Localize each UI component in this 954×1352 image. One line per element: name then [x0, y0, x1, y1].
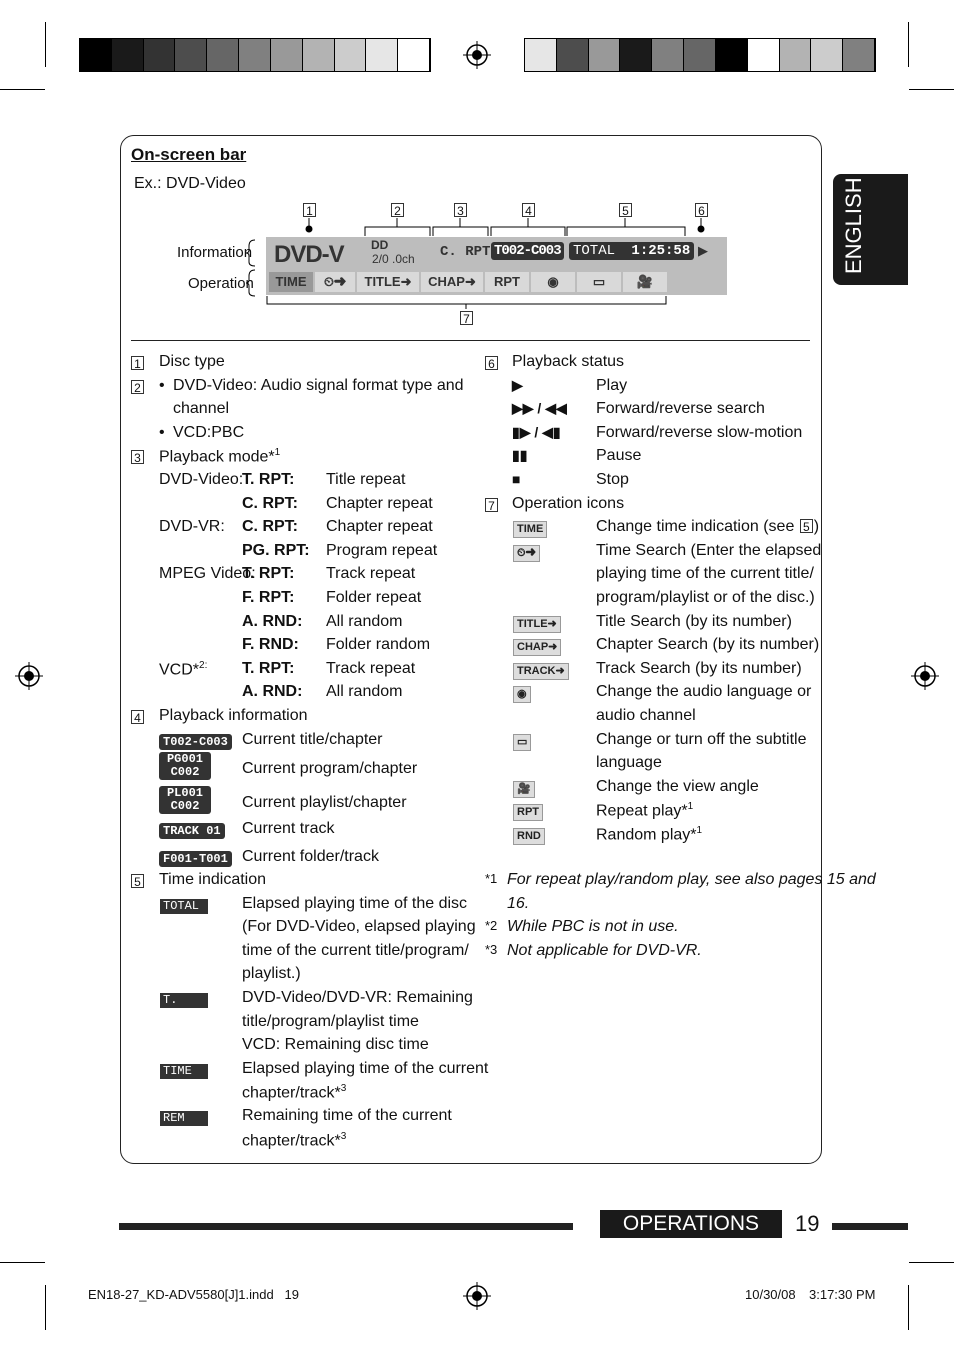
icon-desc: Random play*$^1$ [596, 825, 703, 844]
color-swatch [557, 39, 589, 71]
callout-brackets [260, 200, 730, 240]
color-swatch [80, 39, 112, 71]
information-label: Information [177, 244, 253, 261]
operation-icon: TIME [513, 521, 547, 538]
mode-code: F. RND: [242, 636, 299, 654]
info-badge [159, 786, 211, 814]
callout-number: 7 [460, 311, 473, 325]
color-swatch [303, 39, 335, 71]
time-desc: DVD-Video/DVD-VR: Remaining [242, 989, 473, 1006]
play-status-icon: ▶ [698, 243, 708, 258]
item-text: Time indication [159, 871, 267, 888]
footnote-mark: *3 [485, 941, 498, 957]
item-text: Playback status [512, 353, 625, 370]
operation-icon[interactable]: 🎥 [623, 272, 667, 292]
icon-desc: audio channel [596, 707, 696, 724]
color-swatch [589, 39, 621, 71]
icon-desc: language [596, 754, 662, 772]
info-desc: Current track [242, 820, 335, 837]
status-symbol: ▶▶ / ◀◀ [512, 400, 567, 417]
bullet: • [159, 376, 165, 394]
info-badge-top: PL001 [166, 786, 203, 800]
color-swatch [843, 39, 875, 71]
color-swatch [175, 39, 207, 71]
time-badge: T. REM [160, 993, 208, 1008]
mode-code: A. RND: [242, 683, 303, 701]
mode-group: VCD*$^{2:}$ [159, 659, 208, 679]
callout-number: 2 [391, 203, 404, 217]
status-desc: Stop [596, 471, 629, 488]
info-badge-bottom: C002 [170, 765, 200, 779]
operation-icon: CHAP➜ [513, 639, 561, 656]
operation-icon: 🎥 [513, 781, 535, 798]
operation-icon[interactable]: ▭ [577, 272, 621, 292]
item-text: Playback mode*$^1$ [159, 447, 281, 466]
operation-icon: ⏲➜ [513, 545, 540, 562]
mode-desc: Title repeat [326, 471, 406, 488]
time-badge: REM [160, 1111, 208, 1126]
operation-icon: TITLE➜ [513, 616, 561, 633]
footnote-ref: 1 [274, 447, 281, 459]
mode-group: DVD-VR: [159, 518, 225, 536]
item-text: DVD-Video: Audio signal format type and [173, 376, 464, 394]
status-desc: Forward/reverse slow-motion [596, 423, 803, 441]
color-swatch [398, 39, 430, 71]
total-time-display [569, 242, 694, 260]
footnote-mark: *1 [485, 871, 498, 886]
operation-icon[interactable]: TITLE➜ [357, 272, 419, 292]
color-swatch [620, 39, 652, 71]
footnote-mark: *2 [485, 918, 498, 934]
operation-bracket [266, 295, 676, 309]
callout-number: 4 [522, 203, 535, 217]
color-bar-right [524, 38, 876, 72]
mode-desc: All random [326, 612, 403, 630]
mode-code: T. RPT: [242, 659, 295, 677]
footnote-text: 16. [507, 894, 530, 912]
icon-desc: Repeat play*$^1$ [596, 801, 694, 820]
time-desc: VCD: Remaining disc time [242, 1036, 429, 1054]
mode-code: C. RPT: [242, 494, 298, 512]
status-symbol: ▮▮ [512, 447, 528, 464]
info-badge: F001-T001 [159, 851, 232, 867]
time-desc: time of the current title/program/ [242, 941, 469, 959]
item-number: 3 [131, 450, 144, 464]
operation-icon: ▭ [513, 734, 531, 751]
item-text: channel [173, 400, 230, 418]
disc-type-display: DVD-V [274, 241, 344, 268]
total-time: 1:25:58 [631, 243, 691, 259]
status-desc: Play [596, 376, 628, 394]
status-symbol: ■ [512, 471, 521, 487]
time-desc: chapter/track*$^3$ [242, 1130, 347, 1149]
time-desc: Elapsed playing time of the current [242, 1059, 489, 1077]
mode-code: F. RPT: [242, 589, 295, 606]
divider [131, 340, 810, 341]
item-number: 5 [131, 874, 144, 888]
color-swatch [652, 39, 684, 71]
footnote-ref: 2: [199, 659, 208, 671]
mode-desc: Chapter repeat [326, 494, 433, 512]
color-swatch [112, 39, 144, 71]
info-desc: Current program/chapter [242, 760, 418, 777]
footnote-ref: 1 [687, 801, 694, 813]
info-badge: TRACK 01 [159, 823, 225, 839]
item-number: 6 [485, 356, 498, 370]
footnote-ref: 3 [340, 1083, 347, 1095]
registration-mark-icon [15, 662, 43, 690]
audio-channel: 2/0 .0ch [372, 252, 415, 266]
color-swatch [811, 39, 843, 71]
time-desc: playlist.) [242, 965, 301, 983]
time-desc: title/program/playlist time [242, 1012, 419, 1030]
item-text: Playback information [159, 707, 308, 724]
mode-desc: Track repeat [326, 565, 416, 583]
item-number: 4 [131, 710, 144, 724]
color-swatch [207, 39, 239, 71]
mode-display: C. RPT [440, 244, 491, 260]
operation-icon[interactable]: RPT [485, 272, 529, 292]
mode-code: C. RPT: [242, 518, 298, 536]
time-badge: TOTAL [160, 899, 208, 914]
info-badge [159, 752, 211, 780]
callout-number: 6 [695, 203, 708, 217]
registration-mark-icon [911, 662, 939, 690]
item-text: Operation icons [512, 494, 625, 512]
footnote-ref: 1 [696, 825, 703, 836]
footer-rule-left [119, 1223, 573, 1230]
time-desc: chapter/track*$^3$ [242, 1083, 347, 1102]
operation-icon: RND [513, 828, 545, 845]
icon-desc: Change time indication (see 5 ) [596, 518, 820, 536]
info-desc: Current folder/track [242, 848, 379, 865]
icon-desc: program/playlist or of the disc.) [596, 589, 815, 606]
status-symbol: ▮▶ / ◀▮ [512, 423, 561, 440]
callout-number: 1 [303, 203, 316, 217]
icon-desc: Title Search (by its number) [596, 612, 792, 630]
item-number: 2 [131, 380, 144, 394]
mode-group: DVD-Video: [159, 471, 244, 488]
operation-icon[interactable]: ◉ [531, 272, 575, 292]
example-label: Ex.: DVD-Video [134, 175, 246, 192]
info-desc: Current title/chapter [242, 731, 383, 748]
color-swatch [684, 39, 716, 71]
color-swatch [239, 39, 271, 71]
color-swatch [335, 39, 367, 71]
color-swatch [271, 39, 303, 71]
icon-desc: Track Search (by its number) [596, 659, 802, 677]
total-label: TOTAL [573, 243, 616, 259]
title-chapter-display: T002-C003 [491, 242, 564, 260]
color-swatch [525, 39, 557, 71]
icon-desc: Time Search (Enter the elapsed [596, 541, 822, 559]
color-swatch [716, 39, 748, 71]
mode-code: T. RPT: [242, 471, 295, 488]
time-badge: TIME [160, 1064, 208, 1079]
onscreen-bar [266, 237, 727, 295]
print-date: 10/30/08 [745, 1287, 796, 1302]
color-swatch [144, 39, 176, 71]
item-text: VCD:PBC [173, 423, 245, 441]
operation-icon[interactable]: TIME [269, 272, 313, 292]
time-desc: Remaining time of the current [242, 1107, 452, 1124]
mode-desc: Track repeat [326, 659, 416, 677]
status-desc: Pause [596, 447, 642, 465]
operation-label: Operation [188, 275, 254, 292]
item-number: 7 [485, 498, 498, 512]
footnote-ref: 3 [340, 1130, 347, 1142]
callout-number: 5 [619, 203, 632, 217]
section-title: On-screen bar [131, 145, 247, 164]
icon-desc: Change or turn off the subtitle [596, 730, 807, 748]
color-bar-left [79, 38, 431, 72]
item-text: Disc type [159, 353, 225, 370]
info-badge-bottom: C002 [170, 799, 200, 813]
item-number: 1 [131, 356, 144, 370]
color-swatch [748, 39, 780, 71]
bullet: • [159, 423, 165, 441]
operation-icon: ◉ [513, 686, 531, 703]
color-swatch [780, 39, 812, 71]
page-number: 19 [795, 1211, 820, 1236]
language-tab-label: ENGLISH [841, 177, 866, 274]
status-symbol: ▶ [512, 376, 523, 393]
mode-desc: Chapter repeat [326, 518, 433, 536]
footnote-text: While PBC is not in use. [507, 918, 679, 936]
registration-mark-icon [463, 1282, 491, 1310]
registration-mark-icon [463, 41, 491, 69]
icon-desc: Chapter Search (by its number) [596, 636, 820, 654]
mode-code: PG. RPT: [242, 541, 310, 559]
callout-number: 3 [454, 203, 467, 217]
status-desc: Forward/reverse search [596, 400, 765, 418]
operation-icon[interactable]: ⏲➜ [315, 272, 355, 292]
operation-icon: TRACK➜ [513, 663, 569, 680]
file-info: EN18-27_KD-ADV5580[J]1.indd 19 [88, 1287, 300, 1302]
mode-desc: Program repeat [326, 541, 438, 559]
mode-desc: Folder random [326, 636, 431, 654]
time-desc: (For DVD-Video, elapsed playing [242, 918, 476, 936]
operation-icon-row [269, 272, 667, 292]
operation-icon[interactable]: CHAP➜ [421, 272, 483, 292]
info-badge-top: PG001 [166, 752, 203, 766]
mode-desc: All random [326, 683, 403, 701]
icon-desc: Change the view angle [596, 777, 759, 795]
mode-group: MPEG Video: [159, 565, 256, 583]
mode-desc: Folder repeat [326, 589, 422, 606]
language-tab [833, 174, 908, 285]
mode-code: A. RND: [242, 612, 303, 630]
icon-desc: Change the audio language or [596, 683, 812, 701]
mode-code: T. RPT: [242, 565, 295, 583]
info-badge: T002-C003 [159, 734, 232, 750]
row-braces [245, 238, 259, 298]
color-swatch [366, 39, 398, 71]
footnote-text: Not applicable for DVD-VR. [507, 941, 702, 959]
footer-section-label: OPERATIONS [600, 1210, 782, 1238]
print-time: 3:17:30 PM [809, 1287, 876, 1302]
info-desc: Current playlist/chapter [242, 794, 407, 811]
time-desc: Elapsed playing time of the disc [242, 894, 468, 912]
operation-icon: RPT [513, 804, 543, 821]
icon-desc: playing time of the current title/ [596, 565, 814, 583]
footer-rule-right [832, 1223, 908, 1230]
audio-logo: DD [371, 238, 389, 252]
footnote-text: For repeat play/random play, see also pages 15 and [507, 871, 876, 888]
item-number: 5 [800, 519, 813, 533]
